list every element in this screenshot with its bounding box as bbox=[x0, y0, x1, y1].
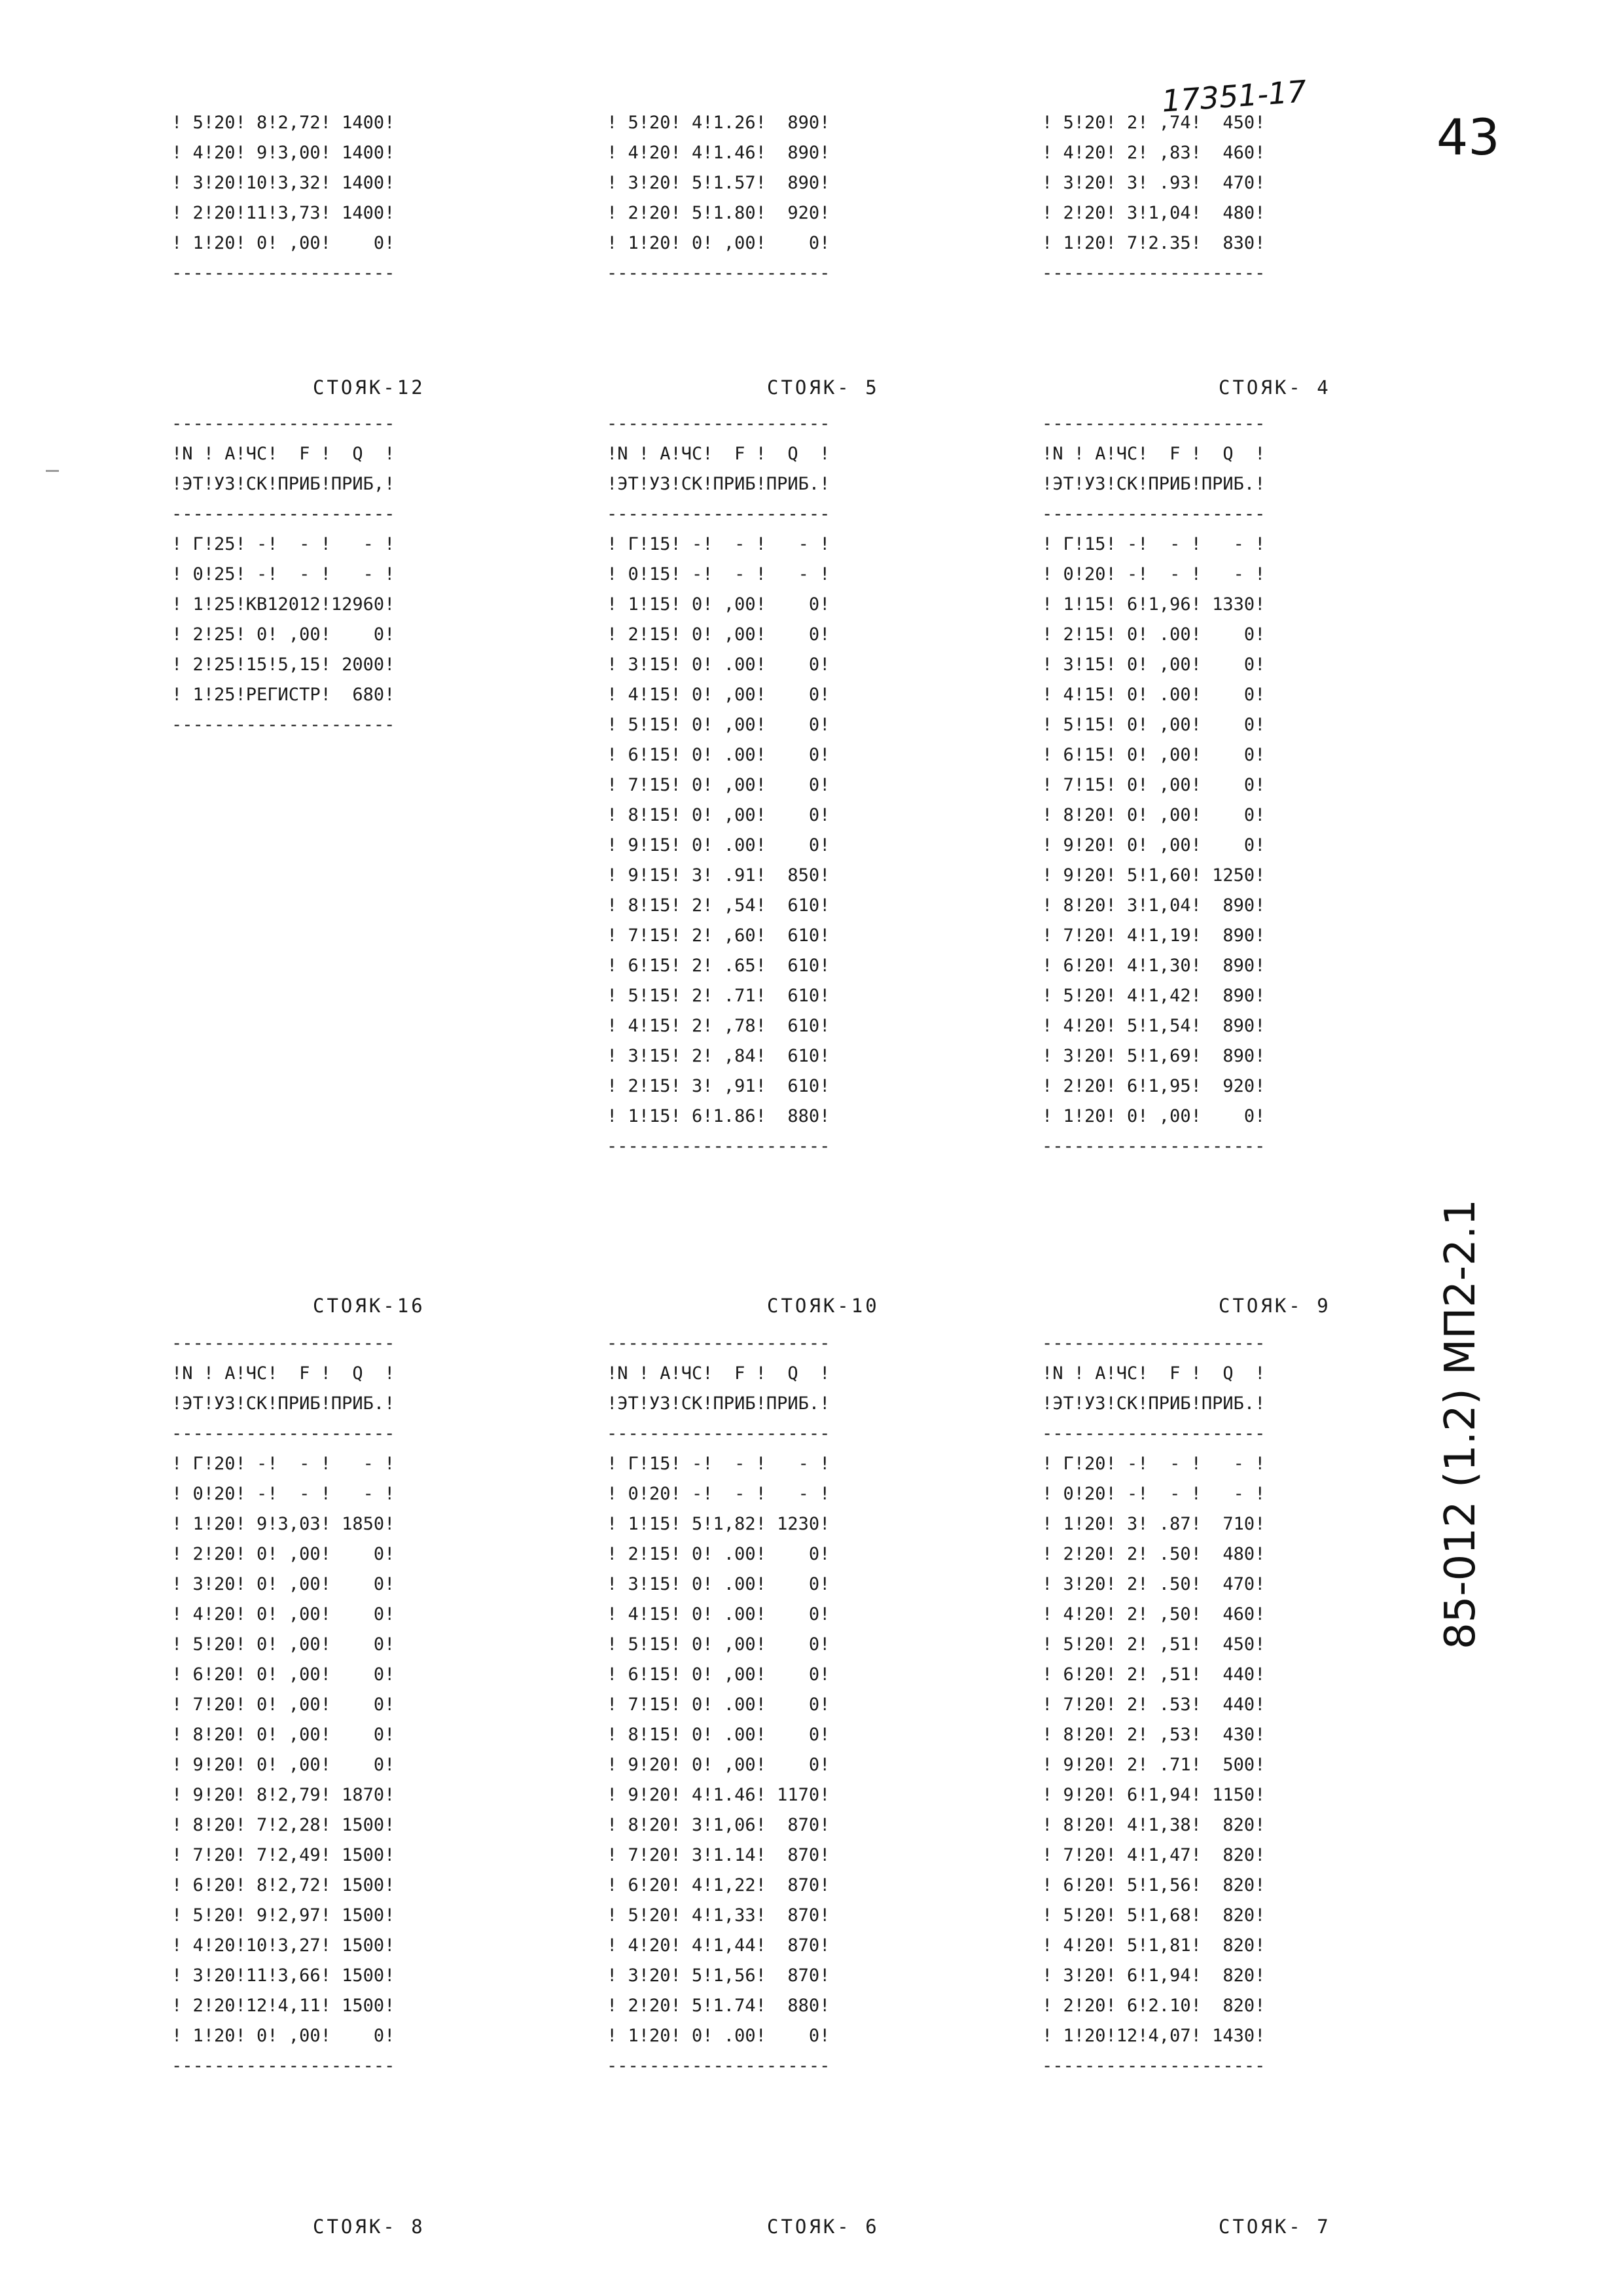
table-top-middle bbox=[607, 108, 830, 289]
stoyak-10-title: СТОЯК-10 bbox=[767, 1295, 880, 1317]
table-top-right bbox=[1042, 108, 1265, 289]
stoyak-9-table bbox=[1042, 1329, 1265, 2081]
stoyak-6-title: СТОЯК- 6 bbox=[767, 2215, 880, 2238]
table-lines: ! 5!20! 4!1.26! 890! ! 4!20! 4!1.46! 890! ! 3!20! 5!1.57! 890! ! 2!20! 5!1.80! 920! ! 1!20! 0! ,00! 0! --------------------- bbox=[607, 113, 830, 283]
stoyak-4-title: СТОЯК- 4 bbox=[1219, 376, 1331, 399]
stoyak-16-table bbox=[171, 1329, 395, 2081]
table-lines: ! 5!20! 8!2,72! 1400! ! 4!20! 9!3,00! 1400! ! 3!20!10!3,32! 1400! ! 2!20!11!3,73! 1400! ! 1!20! 0! ,00! 0! --------------------- bbox=[171, 113, 395, 283]
table-top-left bbox=[171, 108, 395, 289]
table-lines: --------------------- !N ! А!ЧС! F ! Q ! !ЭТ!УЗ!СК!ПРИБ!ПРИБ.! --------------------- ! Г!20! -! - ! - ! ! 0!20! -! - ! - ! ! 1!20! 9!3,03! 1850! ! 2!20! 0! ,00! 0! ! 3!20! 0! ,00! 0! ! 4!20! 0! ,00! 0! ! 5!20! 0! ,00! 0! ! 6!20! 0! ,00! 0! ! 7!20! 0! ,00! 0! ! 8!20! 0! ,00! 0! ! 9!20! 0! ,00! 0! ! 9!20! 8!2,79! 1870! ! 8!20! 7!2,28! 1500! ! 7!20! 7!2,49! 1500! ! 6!20! 8!2,72! 1500! ! 5!20! 9!2,97! 1500! ! 4!20!10!3,27! 1500! ! 3!20!11!3,66! 1500! ! 2!20!12!4,11! 1500! ! 1!20! 0! ,00! 0! --------------------- bbox=[171, 1333, 395, 2076]
stoyak-4-table bbox=[1042, 409, 1265, 1162]
scan-speck bbox=[46, 470, 59, 472]
stoyak-12-title: СТОЯК-12 bbox=[313, 376, 425, 399]
table-lines: --------------------- !N ! А!ЧС! F ! Q ! !ЭТ!УЗ!СК!ПРИБ!ПРИБ.! --------------------- ! Г!20! -! - ! - ! ! 0!20! -! - ! - ! ! 1!20! 3! .87! 710! ! 2!20! 2! .50! 480! ! 3!20! 2! .50! 470! ! 4!20! 2! ,50! 460! ! 5!20! 2! ,51! 450! ! 6!20! 2! ,51! 440! ! 7!20! 2! .53! 440! ! 8!20! 2! ,53! 430! ! 9!20! 2! .71! 500! ! 9!20! 6!1,94! 1150! ! 8!20! 4!1,38! 820! ! 7!20! 4!1,47! 820! ! 6!20! 5!1,56! 820! ! 5!20! 5!1,68! 820! ! 4!20! 5!1,81! 820! ! 3!20! 6!1,94! 820! ! 2!20! 6!2.10! 820! ! 1!20!12!4,07! 1430! --------------------- bbox=[1042, 1333, 1266, 2076]
stoyak-9-title: СТОЯК- 9 bbox=[1219, 1295, 1331, 1317]
table-lines: ! 5!20! 2! ,74! 450! ! 4!20! 2! ,83! 460! ! 3!20! 3! .93! 470! ! 2!20! 3!1,04! 480! ! 1!20! 7!2.35! 830! --------------------- bbox=[1042, 113, 1266, 283]
stoyak-16-title: СТОЯК-16 bbox=[313, 1295, 425, 1317]
document-code-vertical: 85-012 (1.2) МП2-2.1 bbox=[1436, 1198, 1485, 1649]
table-lines: --------------------- !N ! А!ЧС! F ! Q ! !ЭТ!УЗ!СК!ПРИБ!ПРИБ.! --------------------- ! Г!15! -! - ! - ! ! 0!15! -! - ! - ! ! 1!15! 0! ,00! 0! ! 2!15! 0! ,00! 0! ! 3!15! 0! .00! 0! ! 4!15! 0! ,00! 0! ! 5!15! 0! ,00! 0! ! 6!15! 0! .00! 0! ! 7!15! 0! ,00! 0! ! 8!15! 0! ,00! 0! ! 9!15! 0! .00! 0! ! 9!15! 3! .91! 850! ! 8!15! 2! ,54! 610! ! 7!15! 2! ,60! 610! ! 6!15! 2! .65! 610! ! 5!15! 2! .71! 610! ! 4!15! 2! ,78! 610! ! 3!15! 2! ,84! 610! ! 2!15! 3! ,91! 610! ! 1!15! 6!1.86! 880! --------------------- bbox=[607, 414, 830, 1157]
stoyak-7-title: СТОЯК- 7 bbox=[1219, 2215, 1331, 2238]
table-lines: --------------------- !N ! А!ЧС! F ! Q ! !ЭТ!УЗ!СК!ПРИБ!ПРИБ.! --------------------- ! Г!15! -! - ! - ! ! 0!20! -! - ! - ! ! 1!15! 5!1,82! 1230! ! 2!15! 0! .00! 0! ! 3!15! 0! .00! 0! ! 4!15! 0! .00! 0! ! 5!15! 0! ,00! 0! ! 6!15! 0! ,00! 0! ! 7!15! 0! .00! 0! ! 8!15! 0! .00! 0! ! 9!20! 0! ,00! 0! ! 9!20! 4!1.46! 1170! ! 8!20! 3!1,06! 870! ! 7!20! 3!1.14! 870! ! 6!20! 4!1,22! 870! ! 5!20! 4!1,33! 870! ! 4!20! 4!1,44! 870! ! 3!20! 5!1,56! 870! ! 2!20! 5!1.74! 880! ! 1!20! 0! .00! 0! --------------------- bbox=[607, 1333, 830, 2076]
table-lines: --------------------- !N ! А!ЧС! F ! Q ! !ЭТ!УЗ!СК!ПРИБ!ПРИБ.! --------------------- ! Г!15! -! - ! - ! ! 0!20! -! - ! - ! ! 1!15! 6!1,96! 1330! ! 2!15! 0! .00! 0! ! 3!15! 0! ,00! 0! ! 4!15! 0! .00! 0! ! 5!15! 0! ,00! 0! ! 6!15! 0! ,00! 0! ! 7!15! 0! ,00! 0! ! 8!20! 0! ,00! 0! ! 9!20! 0! ,00! 0! ! 9!20! 5!1,60! 1250! ! 8!20! 3!1,04! 890! ! 7!20! 4!1,19! 890! ! 6!20! 4!1,30! 890! ! 5!20! 4!1,42! 890! ! 4!20! 5!1,54! 890! ! 3!20! 5!1,69! 890! ! 2!20! 6!1,95! 920! ! 1!20! 0! ,00! 0! --------------------- bbox=[1042, 414, 1266, 1157]
page-number: 43 bbox=[1436, 108, 1500, 166]
stoyak-8-title: СТОЯК- 8 bbox=[313, 2215, 425, 2238]
stoyak-5-table bbox=[607, 409, 830, 1162]
stoyak-5-title: СТОЯК- 5 bbox=[767, 376, 880, 399]
table-lines: --------------------- !N ! А!ЧС! F ! Q ! !ЭТ!УЗ!СК!ПРИБ!ПРИБ,! --------------------- ! Г!25! -! - ! - ! ! 0!25! -! - ! - ! ! 1!25!КВ12012!12960! ! 2!25! 0! ,00! 0! ! 2!25!15!5,15! 2000! ! 1!25!РЕГИСТР! 680! --------------------- bbox=[171, 414, 395, 735]
stoyak-10-table bbox=[607, 1329, 830, 2081]
stoyak-12-table bbox=[171, 409, 395, 740]
sheet-reference-handwritten: 17351-17 bbox=[1160, 73, 1308, 119]
